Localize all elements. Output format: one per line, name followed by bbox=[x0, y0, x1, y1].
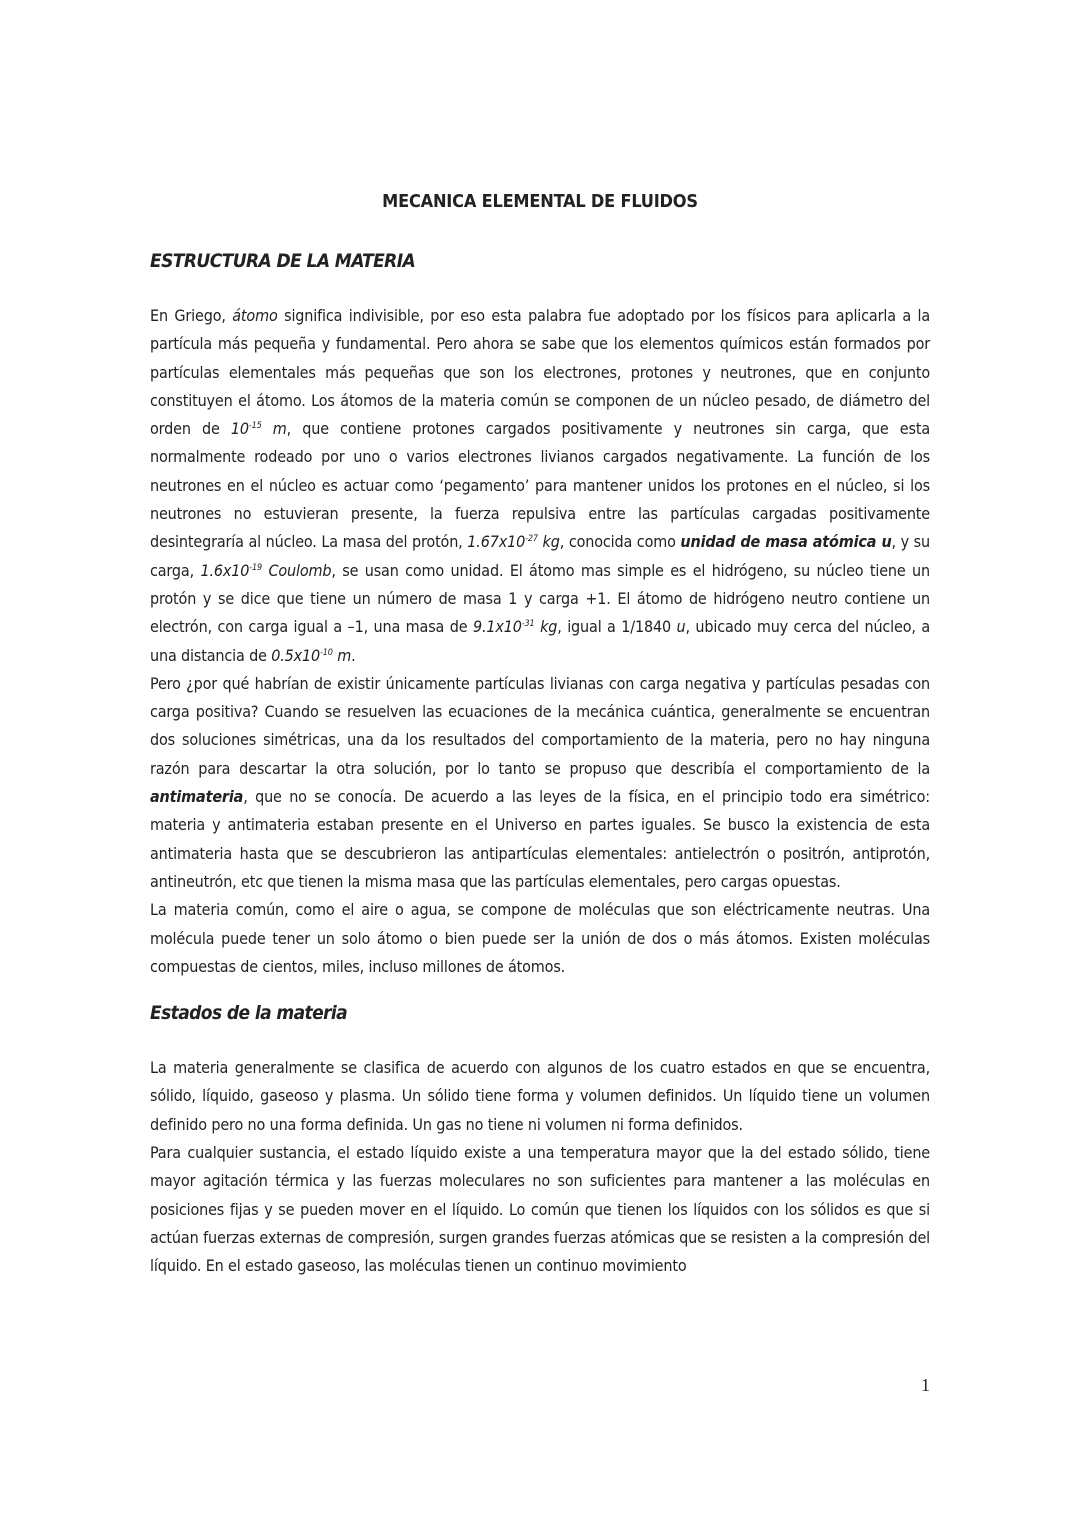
page-number: 1 bbox=[921, 1375, 930, 1395]
italic-text: 1.6x10 bbox=[200, 560, 250, 580]
exponent: -15 bbox=[248, 421, 262, 432]
text-run: , que contiene protones cargados positivamente y neutrones sin carga, que esta normalmente rodeado por uno o varios electrones livianos cargados negativamente. La función de los neutrones en el núcleo es actuar como ‘pegamento’ para mantener unidos los protones en el núcleo, si los neutrones no estuvieran presente, la fuerza repulsiva entre las partículas cargadas positivamente desintegraría al núcleo. La masa del protón, bbox=[150, 419, 931, 552]
text-run: La materia común, como el aire o agua, se compone de moléculas que son eléctricamente neutras. Una molécula puede tener un solo átomo o bien puede ser la unión de dos o más átomos. Existen moléculas compuestas de cientos, miles, incluso millones de átomos. bbox=[150, 900, 930, 976]
exponent: -19 bbox=[249, 562, 263, 573]
text-run: , se usan como unidad. El átomo mas simple es el hidrógeno, su núcleo tiene un protón y se dice que tiene un número de masa 1 y carga +1. El átomo de hidrógeno neutro contiene un electrón, con carga igual a –1, una masa de bbox=[150, 560, 930, 637]
document-title: MECANICA ELEMENTAL DE FLUIDOS bbox=[382, 191, 698, 212]
italic-text: Coulomb bbox=[262, 560, 332, 580]
italic-text: 9.1x10 bbox=[472, 617, 522, 637]
text-run: En Griego, bbox=[150, 306, 233, 325]
paragraph bbox=[150, 670, 930, 896]
exponent: -10 bbox=[320, 647, 333, 658]
paragraph bbox=[150, 302, 930, 670]
italic-text: kg bbox=[534, 617, 558, 637]
text-run: . bbox=[351, 645, 356, 665]
paragraph bbox=[150, 1139, 930, 1280]
text-run: La materia generalmente se clasifica de acuerdo con algunos de los cuatro estados en que se encuentra, sólido, líquido, gaseoso y plasma. Un sólido tiene forma y volumen definidos. Un líquido tiene un volumen definido pero no una forma definida. Un gas no tiene ni volumen ni forma definidos. bbox=[150, 1058, 930, 1134]
emphasized-term: unidad de masa atómica u bbox=[680, 532, 892, 552]
italic-text: 10 bbox=[230, 419, 249, 439]
text-run: Pero ¿por qué habrían de existir únicamente partículas livianas con carga negativa y partículas pesadas con carga positiva? Cuando se resuelven las ecuaciones de la mecánica cuántica, generalmente se encuentran dos soluciones simétricas, una da los resultados del comportamiento de la materia, pero no hay ninguna razón para descartar la otra solución, por lo tanto se propuso que describía el comportamiento de la bbox=[150, 673, 930, 778]
italic-text: kg bbox=[537, 532, 560, 552]
italic-text: m bbox=[261, 419, 287, 439]
text-run: , conocida como bbox=[559, 532, 681, 552]
italic-text: u bbox=[676, 617, 686, 637]
emphasized-term: antimateria bbox=[150, 787, 244, 807]
text-run: , y su carga, bbox=[150, 532, 930, 580]
paragraph bbox=[150, 1054, 930, 1139]
italic-text: 1.67x10 bbox=[467, 532, 526, 552]
italic-text: m bbox=[332, 645, 352, 665]
text-run: , que no se conocía. De acuerdo a las leyes de la física, en el principio todo era simétrico: materia y antimateria estaban presente en el Universo en partes iguales. Se busco la existencia de esta antimateria hasta que se descubrieron las antipartículas elementales: antielectrón o positrón, antiprotón, antineutrón, etc que tienen la misma masa que las partículas elementales, pero cargas opuestas. bbox=[150, 787, 930, 891]
paragraph bbox=[150, 896, 930, 981]
text-run: , igual a 1/1840 bbox=[557, 617, 677, 637]
italic-text: 0.5x10 bbox=[271, 645, 321, 665]
section-heading-estados: Estados de la materia bbox=[150, 1002, 348, 1025]
text-run: significa indivisible, por eso esta palabra fue adoptado por los físicos para aplicarla a la partícula más pequeña y fundamental. Pero ahora se sabe que los elementos químicos están formados por partículas elementales más pequeñas que son los electrones, protones y neutrones, que en conjunto constituyen el átomo. Los átomos de la materia común se componen de un núcleo pesado, de diámetro del orden de bbox=[150, 306, 931, 439]
exponent: -27 bbox=[525, 534, 538, 545]
italic-text: átomo bbox=[232, 306, 278, 325]
text-run: , ubicado muy cerca del núcleo, a una distancia de bbox=[150, 617, 930, 665]
exponent: -31 bbox=[521, 619, 535, 630]
text-run: Para cualquier sustancia, el estado líquido existe a una temperatura mayor que la del estado sólido, tiene mayor agitación térmica y las fuerzas moleculares no son suficientes para mantener a las moléculas en posiciones fijas y se pueden mover en el líquido. Lo común que tienen los líquidos con los sólidos es que si actúan fuerzas externas de compresión, surgen grandes fuerzas atómicas que se resisten a la compresión del líquido. En el estado gaseoso, las moléculas tienen un continuo movimiento bbox=[150, 1143, 930, 1276]
section-heading-estructura: ESTRUCTURA DE LA MATERIA bbox=[150, 250, 416, 272]
